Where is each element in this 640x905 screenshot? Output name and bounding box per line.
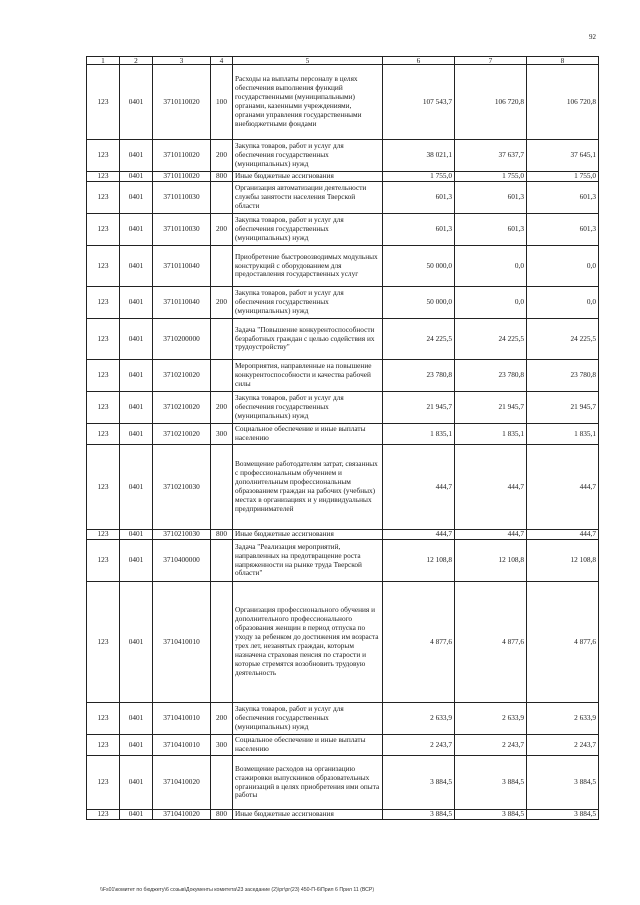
cell-c6: 3 884,5 <box>383 810 455 820</box>
cell-c3: 3710410020 <box>153 810 211 820</box>
cell-c2: 0401 <box>120 172 153 182</box>
cell-c5: Закупка товаров, работ и услуг для обеспечения государственных (муниципальных) нужд <box>233 214 383 246</box>
cell-c6: 2 633,9 <box>383 703 455 735</box>
file-path-footer: \\Fs01\комитет по бюджету\6 созыв\Документы комитета\23 заседание (2)\рг\рг(23) 450-П-6\Прил 6 Прил 11 (ВСР) <box>100 887 375 893</box>
cell-c7: 0,0 <box>455 287 527 319</box>
col-header: 5 <box>233 57 383 65</box>
cell-c3: 3710110040 <box>153 246 211 287</box>
cell-c7: 24 225,5 <box>455 319 527 360</box>
cell-c3: 3710110030 <box>153 214 211 246</box>
cell-c7: 37 637,7 <box>455 140 527 172</box>
table-row <box>87 392 599 424</box>
cell-c2: 0401 <box>120 182 153 214</box>
cell-c8: 23 780,8 <box>527 360 599 392</box>
cell-c2: 0401 <box>120 246 153 287</box>
cell-c4 <box>211 540 233 582</box>
col-header: 2 <box>120 57 153 65</box>
cell-c5: Организация автоматизации деятельности службы занятости населения Тверской области <box>233 182 383 214</box>
table-row <box>87 445 599 530</box>
cell-c1: 123 <box>87 287 120 319</box>
cell-c7: 3 884,5 <box>455 756 527 810</box>
cell-c3: 3710110020 <box>153 172 211 182</box>
cell-c4: 200 <box>211 140 233 172</box>
cell-c1: 123 <box>87 360 120 392</box>
cell-c2: 0401 <box>120 65 153 140</box>
cell-c1: 123 <box>87 246 120 287</box>
cell-c5: Социальное обеспечение и иные выплаты населению <box>233 424 383 445</box>
cell-c7: 2 243,7 <box>455 735 527 756</box>
table-row <box>87 756 599 810</box>
cell-c6: 50 000,0 <box>383 246 455 287</box>
cell-c1: 123 <box>87 703 120 735</box>
cell-c2: 0401 <box>120 445 153 530</box>
cell-c5: Иные бюджетные ассигнования <box>233 530 383 540</box>
table-row <box>87 703 599 735</box>
cell-c3: 3710400000 <box>153 540 211 582</box>
cell-c5: Социальное обеспечение и иные выплаты населению <box>233 735 383 756</box>
cell-c1: 123 <box>87 140 120 172</box>
cell-c1: 123 <box>87 810 120 820</box>
cell-c6: 107 543,7 <box>383 65 455 140</box>
cell-c5: Закупка товаров, работ и услуг для обеспечения государственных (муниципальных) нужд <box>233 140 383 172</box>
cell-c3: 3710210030 <box>153 445 211 530</box>
cell-c3: 3710110030 <box>153 182 211 214</box>
cell-c6: 23 780,8 <box>383 360 455 392</box>
cell-c4 <box>211 246 233 287</box>
cell-c8: 4 877,6 <box>527 582 599 703</box>
cell-c3: 3710410010 <box>153 703 211 735</box>
cell-c7: 12 108,8 <box>455 540 527 582</box>
cell-c1: 123 <box>87 735 120 756</box>
cell-c7: 444,7 <box>455 445 527 530</box>
cell-c7: 106 720,8 <box>455 65 527 140</box>
table-row <box>87 582 599 703</box>
cell-c6: 444,7 <box>383 530 455 540</box>
cell-c4: 200 <box>211 214 233 246</box>
cell-c2: 0401 <box>120 530 153 540</box>
cell-c1: 123 <box>87 182 120 214</box>
cell-c3: 3710210020 <box>153 392 211 424</box>
table-row <box>87 735 599 756</box>
table-row <box>87 540 599 582</box>
budget-table <box>86 56 599 820</box>
table-row <box>87 287 599 319</box>
cell-c6: 601,3 <box>383 214 455 246</box>
cell-c2: 0401 <box>120 287 153 319</box>
cell-c4: 300 <box>211 424 233 445</box>
cell-c4 <box>211 182 233 214</box>
cell-c7: 1 755,0 <box>455 172 527 182</box>
cell-c3: 3710110020 <box>153 65 211 140</box>
cell-c1: 123 <box>87 540 120 582</box>
cell-c4 <box>211 360 233 392</box>
cell-c4 <box>211 319 233 360</box>
cell-c7: 0,0 <box>455 246 527 287</box>
cell-c8: 21 945,7 <box>527 392 599 424</box>
cell-c6: 38 021,1 <box>383 140 455 172</box>
cell-c6: 444,7 <box>383 445 455 530</box>
cell-c2: 0401 <box>120 703 153 735</box>
cell-c7: 444,7 <box>455 530 527 540</box>
cell-c6: 21 945,7 <box>383 392 455 424</box>
cell-c6: 1 755,0 <box>383 172 455 182</box>
cell-c5: Задача "Повышение конкурентоспособности безработных граждан с целью содействия их трудоустройству" <box>233 319 383 360</box>
col-header: 1 <box>87 57 120 65</box>
cell-c8: 37 645,1 <box>527 140 599 172</box>
cell-c4: 200 <box>211 703 233 735</box>
cell-c4: 100 <box>211 65 233 140</box>
cell-c5: Закупка товаров, работ и услуг для обеспечения государственных (муниципальных) нужд <box>233 287 383 319</box>
cell-c1: 123 <box>87 214 120 246</box>
cell-c1: 123 <box>87 172 120 182</box>
cell-c5: Задача "Реализация мероприятий, направленных на предотвращение роста напряженности на рынке труда Тверской области" <box>233 540 383 582</box>
cell-c2: 0401 <box>120 424 153 445</box>
col-header: 8 <box>527 57 599 65</box>
cell-c6: 50 000,0 <box>383 287 455 319</box>
cell-c5: Приобретение быстровозводимых модульных конструкций с оборудованием для предоставления государственных услуг <box>233 246 383 287</box>
page-number: 92 <box>589 33 596 41</box>
table-row <box>87 65 599 140</box>
cell-c7: 1 835,1 <box>455 424 527 445</box>
cell-c1: 123 <box>87 65 120 140</box>
cell-c4 <box>211 445 233 530</box>
table-row <box>87 319 599 360</box>
cell-c3: 3710410020 <box>153 756 211 810</box>
col-header: 7 <box>455 57 527 65</box>
cell-c3: 3710210020 <box>153 360 211 392</box>
cell-c6: 12 108,8 <box>383 540 455 582</box>
col-header: 6 <box>383 57 455 65</box>
cell-c4: 200 <box>211 287 233 319</box>
cell-c6: 1 835,1 <box>383 424 455 445</box>
cell-c5: Организация профессионального обучения и дополнительного профессионального образования женщин в период отпуска по уходу за ребенком до достижения им возраста трех лет, незанятых граждан, которым назначена страховая пенсия по старости и которые стремятся возобновить трудовую деятельность <box>233 582 383 703</box>
cell-c1: 123 <box>87 582 120 703</box>
cell-c7: 601,3 <box>455 214 527 246</box>
cell-c8: 1 835,1 <box>527 424 599 445</box>
cell-c8: 444,7 <box>527 445 599 530</box>
table-row <box>87 810 599 820</box>
cell-c7: 4 877,6 <box>455 582 527 703</box>
cell-c7: 601,3 <box>455 182 527 214</box>
cell-c2: 0401 <box>120 540 153 582</box>
cell-c2: 0401 <box>120 140 153 172</box>
cell-c2: 0401 <box>120 756 153 810</box>
cell-c8: 24 225,5 <box>527 319 599 360</box>
cell-c5: Возмещение расходов на организацию стажировки выпускников образовательных организаций в целях приобретения ими опыта работы <box>233 756 383 810</box>
cell-c1: 123 <box>87 392 120 424</box>
table-row <box>87 182 599 214</box>
cell-c3: 3710110040 <box>153 287 211 319</box>
cell-c4: 300 <box>211 735 233 756</box>
table-row <box>87 172 599 182</box>
cell-c8: 0,0 <box>527 246 599 287</box>
cell-c8: 3 884,5 <box>527 810 599 820</box>
col-header: 3 <box>153 57 211 65</box>
table-row <box>87 246 599 287</box>
cell-c1: 123 <box>87 424 120 445</box>
cell-c5: Закупка товаров, работ и услуг для обеспечения государственных (муниципальных) нужд <box>233 703 383 735</box>
table-row <box>87 530 599 540</box>
cell-c5: Закупка товаров, работ и услуг для обеспечения государственных (муниципальных) нужд <box>233 392 383 424</box>
cell-c2: 0401 <box>120 810 153 820</box>
table-row <box>87 424 599 445</box>
cell-c3: 3710110020 <box>153 140 211 172</box>
cell-c4: 800 <box>211 530 233 540</box>
cell-c4 <box>211 582 233 703</box>
table-row <box>87 360 599 392</box>
cell-c4: 800 <box>211 172 233 182</box>
cell-c2: 0401 <box>120 392 153 424</box>
cell-c1: 123 <box>87 530 120 540</box>
cell-c6: 601,3 <box>383 182 455 214</box>
cell-c7: 3 884,5 <box>455 810 527 820</box>
cell-c1: 123 <box>87 756 120 810</box>
cell-c2: 0401 <box>120 582 153 703</box>
table-row <box>87 140 599 172</box>
table-row <box>87 214 599 246</box>
cell-c5: Иные бюджетные ассигнования <box>233 810 383 820</box>
cell-c5: Иные бюджетные ассигнования <box>233 172 383 182</box>
cell-c7: 2 633,9 <box>455 703 527 735</box>
cell-c5: Расходы на выплаты персоналу в целях обеспечения выполнения функций государственными (муниципальными) органами, казенными учреждениями, органами управления государственными внебюджетными фондами <box>233 65 383 140</box>
cell-c8: 0,0 <box>527 287 599 319</box>
cell-c5: Возмещение работодателям затрат, связанных с профессиональным обучением и дополнительным профессиональным образованием граждан на рабочих (учебных) местах в организациях и у индивидуальных предпринимателей <box>233 445 383 530</box>
cell-c8: 2 633,9 <box>527 703 599 735</box>
cell-c3: 3710210020 <box>153 424 211 445</box>
col-header: 4 <box>211 57 233 65</box>
cell-c2: 0401 <box>120 214 153 246</box>
cell-c8: 601,3 <box>527 182 599 214</box>
cell-c5: Мероприятия, направленные на повышение конкурентоспособности и качества рабочей силы <box>233 360 383 392</box>
cell-c4: 200 <box>211 392 233 424</box>
cell-c7: 23 780,8 <box>455 360 527 392</box>
cell-c3: 3710410010 <box>153 735 211 756</box>
cell-c8: 1 755,0 <box>527 172 599 182</box>
cell-c3: 3710210030 <box>153 530 211 540</box>
cell-c3: 3710200000 <box>153 319 211 360</box>
cell-c8: 3 884,5 <box>527 756 599 810</box>
cell-c8: 106 720,8 <box>527 65 599 140</box>
cell-c3: 3710410010 <box>153 582 211 703</box>
cell-c2: 0401 <box>120 319 153 360</box>
cell-c8: 601,3 <box>527 214 599 246</box>
cell-c6: 3 884,5 <box>383 756 455 810</box>
cell-c4 <box>211 756 233 810</box>
cell-c2: 0401 <box>120 360 153 392</box>
cell-c1: 123 <box>87 319 120 360</box>
table-header-row <box>87 57 599 65</box>
cell-c8: 12 108,8 <box>527 540 599 582</box>
cell-c7: 21 945,7 <box>455 392 527 424</box>
cell-c8: 444,7 <box>527 530 599 540</box>
cell-c2: 0401 <box>120 735 153 756</box>
cell-c1: 123 <box>87 445 120 530</box>
cell-c6: 4 877,6 <box>383 582 455 703</box>
cell-c6: 2 243,7 <box>383 735 455 756</box>
cell-c8: 2 243,7 <box>527 735 599 756</box>
cell-c6: 24 225,5 <box>383 319 455 360</box>
cell-c4: 800 <box>211 810 233 820</box>
